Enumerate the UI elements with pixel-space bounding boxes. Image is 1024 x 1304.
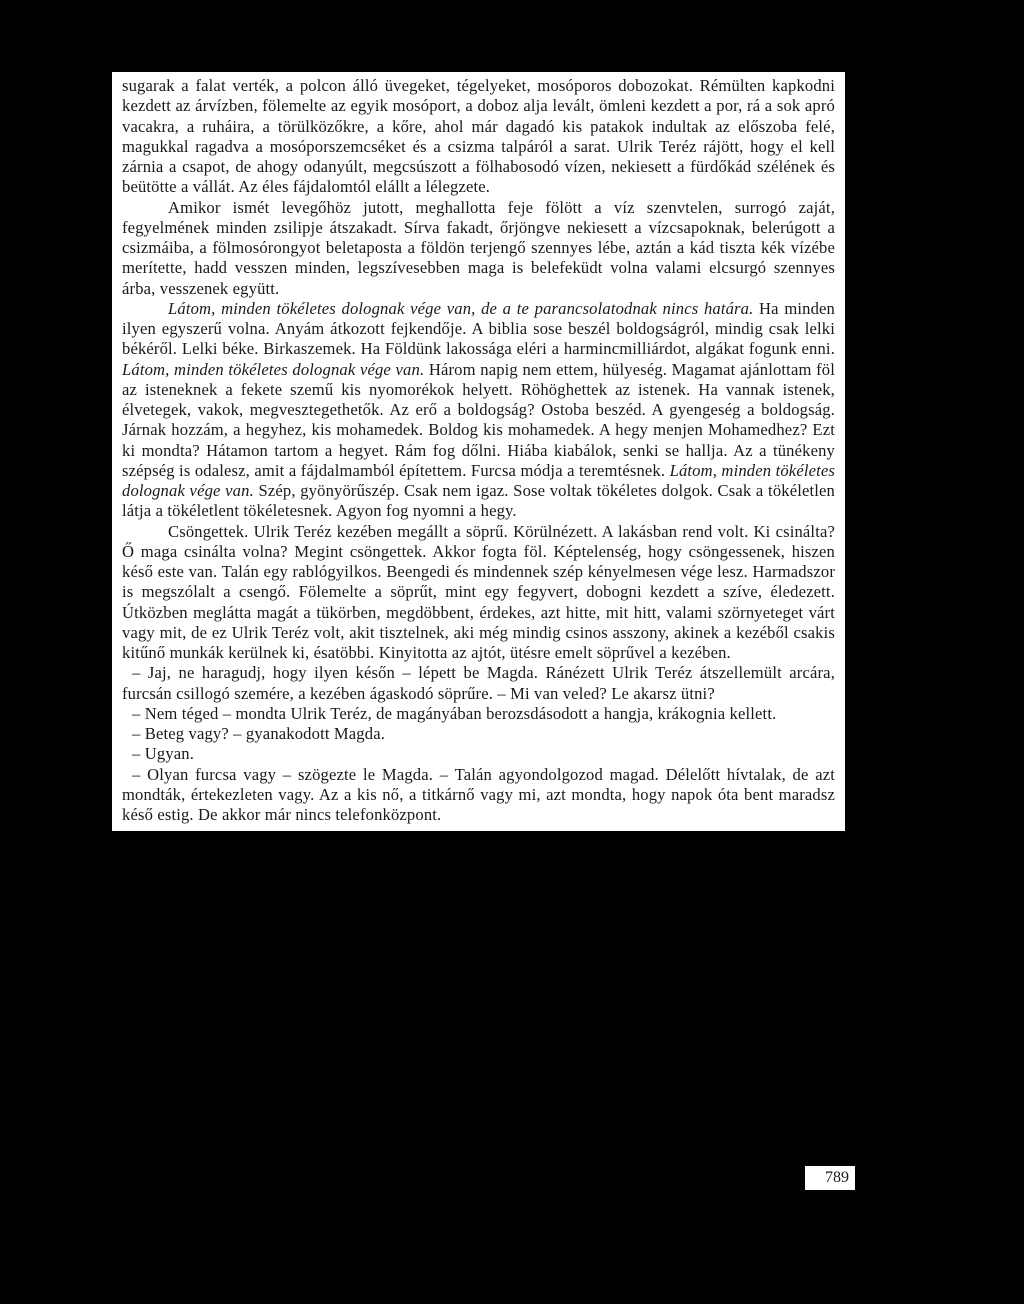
- text-run: – Nem téged – mondta Ulrik Teréz, de magányában berozsdásodott a hangja, krákognia kellett.: [132, 703, 777, 723]
- text-run: Ha minden ilyen egyszerű volna. Anyám átkozott fejkendője. A biblia sose beszél boldogságról, mindig csak lelki békéről. Lelki béke. Birkaszemek. Ha Földünk lakossága eléri a harmincmilliárdot, algákat fogunk enni.: [122, 298, 835, 359]
- text-run: Szép, gyönyörűszép. Csak nem igaz. Sose voltak tökéletes dolgok. Csak a tökéletlen látja a tökéletlent tökéletesnek. Agyon fog nyomni a hegy.: [122, 481, 835, 521]
- italic-text: Látom, minden tökéletes dolognak vége van, de a te parancsolatodnak nincs határa.: [168, 298, 754, 318]
- paragraph: [122, 724, 835, 744]
- paragraph: [122, 663, 835, 704]
- page-number: 789: [805, 1166, 855, 1190]
- text-run: Amikor ismét levegőhöz jutott, meghallotta feje fölött a víz szenvtelen, surrogó zaját, fegyelmének minden zsilipje átszakadt. Sírva fakadt, őrjöngve nekiesett a vízcsapoknak, belerúgott a csizmáiba, a fölmosórongyot beletaposta a földön terjengő szennyes lébe, aztán a kád tiszta kék vízébe merítette, hadd vesszen minden, legszívesebben maga is belefeküdt volna valami elcsurgó szennyes árba, vesszenek együtt.: [122, 197, 835, 298]
- paragraph: [122, 522, 835, 664]
- paragraph: [122, 76, 835, 198]
- italic-text: Látom, minden tökéletes dolognak vége van.: [122, 359, 425, 379]
- text-run: Csöngettek. Ulrik Teréz kezében megállt a söprű. Körülnézett. A lakásban rend volt. Ki csinálta? Ő maga csinálta volna? Megint csöngettek. Akkor fogta föl. Képtelenség, hogy csöngessenek, hiszen késő este van. Talán egy rablógyilkos. Beengedi és mindennek szép kényelmesen vége lesz. Harmadszor is megszólalt a csengő. Fölemelte a söprűt, mint egy fegyvert, dobogni kezdett a szíve, éledezett. Útközben meglátta magát a tükörben, megdöbbent, érdekes, azt hitte, mit hitt, valami szörnyeteget várt vagy mit, de ez Ulrik Teréz volt, akit tisztelnek, aki még mindig csinos asszony, akinek a kezéből csakis kitűnő munkák kerülnek ki, ésatöbbi. Kinyitotta az ajtót, ütésre emelt söprűvel a kezében.: [122, 521, 835, 662]
- text-run: – Beteg vagy? – gyanakodott Magda.: [132, 724, 386, 743]
- paragraph: [122, 765, 835, 826]
- text-run: – Jaj, ne haragudj, hogy ilyen későn – lépett be Magda. Ránézett Ulrik Teréz átszellemült arcára, furcsán csillogó szemére, a kezében ágaskodó söprűre. – Mi van veled? Le akarsz ütni?: [122, 663, 835, 703]
- paragraph: [122, 704, 835, 724]
- paragraph: [122, 299, 835, 522]
- text-run: – Ugyan.: [132, 744, 195, 764]
- paragraph: [122, 744, 835, 764]
- italic-text: Látom, minden tökéletes dolognak vége van.: [122, 460, 835, 500]
- text-run: Három napig nem ettem, hülyeség. Magamat ajánlottam föl az isteneknek a fekete szemű kis nyomorékok helyett. Röhöghettek az istenek. Ha vannak istenek, élvetegek, vakok, megvesztegethetők. Az erő a boldogság? Ostoba beszéd. A gyengeség a boldogság. Járnak hozzám, a hegyhez, kis mohamedek. Boldog kis mohamedek. A hegy menjen Mohamedhez? Ezt ki mondta? Hátamon tartom a hegyet. Rám fog dőlni. Hiába kiabálok, senki se hallja. Az a tünékeny szépség is odalesz, amit a fájdalmamból építettem. Furcsa módja a teremtésnek.: [122, 359, 835, 480]
- text-run: – Olyan furcsa vagy – szögezte le Magda. – Talán agyondolgozod magad. Délelőtt hívtalak, de azt mondták, értekezleten vagy. Az a kis nő, a titkárnő vagy mi, azt mondta, hogy napok óta bent maradsz késő estig. De akkor már nincs telefonközpont.: [122, 764, 835, 824]
- text-run: sugarak a falat verték, a polcon álló üvegeket, tégelyeket, mosóporos dobozokat. Rémülten kapkodni kezdett az árvízben, fölemelte az egyik mosóport, a doboz alja levált, ömleni kezdett a por, rá a sok apró vacakra, a ruháira, a törülközőkre, a kőre, ahol már dagadó kis patakok indultak az előszoba felé, magukkal ragadva a mosóporszemcséket és a csizma talpáról a sarat. Ulrik Teréz rájött, hogy el kell zárnia a csapot, de ahogy odanyúlt, megcsúszott a fölhabosodó vízen, nekiesett a fürdőkád szélének és beütötte a vállát. Az éles fájdalomtól elállt a lélegzete.: [122, 76, 835, 197]
- paragraph: [122, 198, 835, 299]
- body-text: [112, 72, 845, 831]
